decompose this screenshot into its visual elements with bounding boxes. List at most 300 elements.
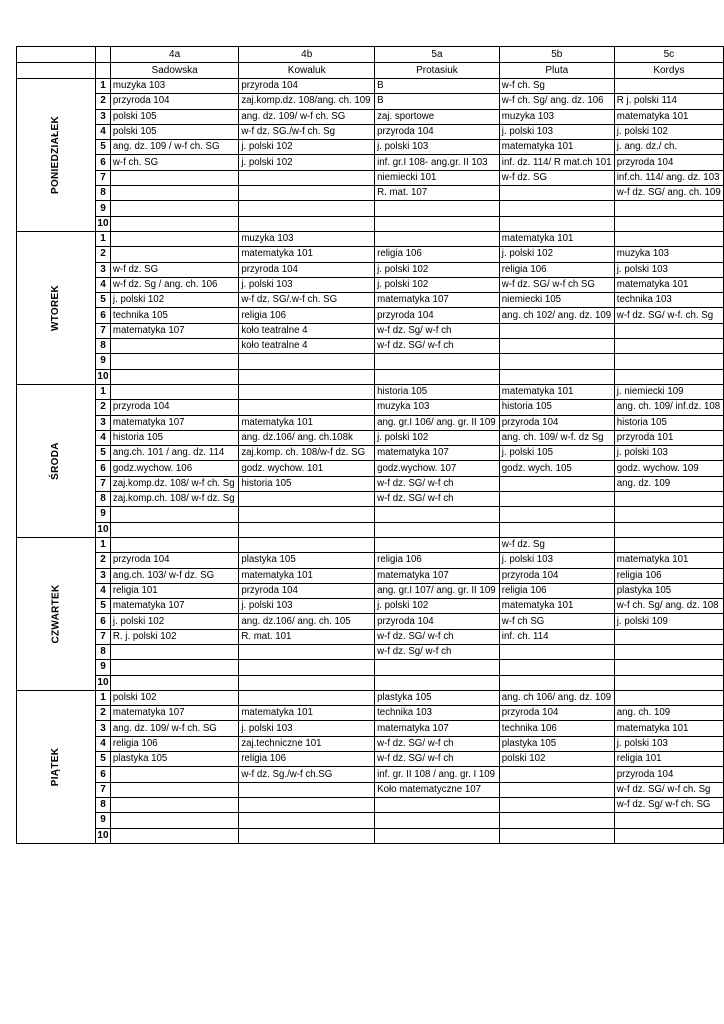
lesson-cell: technika 103 — [375, 706, 500, 721]
lesson-row — [17, 293, 724, 308]
lesson-cell — [499, 186, 614, 201]
lesson-cell — [499, 507, 614, 522]
lesson-cell — [110, 522, 238, 537]
lesson-number: 2 — [96, 247, 111, 262]
lesson-cell: w-f dz. SG./w-f ch. Sg — [239, 124, 375, 139]
lesson-cell: koło teatralne 4 — [239, 323, 375, 338]
lesson-cell — [239, 507, 375, 522]
lesson-cell: w-f dz. SG/ w-f ch. Sg — [614, 782, 723, 797]
lesson-row — [17, 660, 724, 675]
lesson-number: 8 — [96, 492, 111, 507]
lesson-cell: Koło matematyczne 107 — [375, 782, 500, 797]
lesson-number: 2 — [96, 94, 111, 109]
lesson-cell: przyroda 104 — [614, 767, 723, 782]
lesson-cell: j. polski 103 — [375, 140, 500, 155]
corner-cell — [17, 63, 96, 79]
lesson-cell: technika 103 — [614, 293, 723, 308]
lesson-cell — [110, 170, 238, 185]
lesson-cell: j. ang. dz./ ch. — [614, 140, 723, 155]
lesson-cell: przyroda 104 — [239, 262, 375, 277]
lesson-number: 6 — [96, 767, 111, 782]
class-code-row — [17, 47, 724, 63]
lesson-cell: godz. wych. 105 — [499, 461, 614, 476]
lesson-cell: zaj.komp.dz. 108/ang. ch. 109 — [239, 94, 375, 109]
lesson-row — [17, 828, 724, 843]
lesson-cell: religia 106 — [110, 736, 238, 751]
lesson-row — [17, 277, 724, 292]
lesson-cell — [239, 660, 375, 675]
lesson-cell — [239, 216, 375, 231]
lesson-row — [17, 339, 724, 354]
lesson-row — [17, 384, 724, 399]
corner-cell — [96, 63, 111, 79]
lesson-cell — [110, 537, 238, 552]
lesson-cell — [110, 231, 238, 246]
lesson-row — [17, 400, 724, 415]
lesson-cell: w-f dz. SG/.w-f ch. SG — [239, 293, 375, 308]
lesson-row — [17, 170, 724, 185]
lesson-number: 2 — [96, 706, 111, 721]
lesson-cell — [239, 384, 375, 399]
lesson-number: 2 — [96, 553, 111, 568]
lesson-row — [17, 706, 724, 721]
lesson-cell: matematyka 101 — [239, 568, 375, 583]
lesson-cell: godz.wychow. 107 — [375, 461, 500, 476]
lesson-row — [17, 767, 724, 782]
lesson-cell: w-f ch SG — [499, 614, 614, 629]
lesson-cell: godz. wychow. 109 — [614, 461, 723, 476]
lesson-cell: religia 106 — [239, 752, 375, 767]
lesson-cell — [375, 216, 500, 231]
lesson-number: 4 — [96, 736, 111, 751]
lesson-cell: inf.ch. 114/ ang. dz. 103 — [614, 170, 723, 185]
lesson-cell: w-f dz. SG/ w-f. ch. Sg — [614, 308, 723, 323]
lesson-cell — [110, 675, 238, 690]
lesson-cell — [499, 660, 614, 675]
class-code: 4b — [239, 47, 375, 63]
day-name: PONIEDZIAŁEK — [50, 115, 62, 195]
class-teacher: Kordys — [614, 63, 723, 79]
lesson-cell — [110, 507, 238, 522]
lesson-cell — [375, 537, 500, 552]
lesson-cell — [614, 231, 723, 246]
lesson-row — [17, 323, 724, 338]
lesson-number: 7 — [96, 323, 111, 338]
day-name: ŚRODA — [50, 442, 62, 480]
lesson-cell — [239, 354, 375, 369]
lesson-cell: matematyka 107 — [375, 446, 500, 461]
lesson-cell: ang.ch. 101 / ang. dz. 114 — [110, 446, 238, 461]
timetable — [16, 46, 724, 844]
lesson-cell — [375, 522, 500, 537]
lesson-cell — [239, 522, 375, 537]
lesson-row — [17, 690, 724, 705]
lesson-row — [17, 155, 724, 170]
lesson-cell: w-f ch. SG — [110, 155, 238, 170]
lesson-row — [17, 308, 724, 323]
lesson-number: 5 — [96, 752, 111, 767]
lesson-cell: ang. gr.I 106/ ang. gr. II 109 — [375, 415, 500, 430]
lesson-cell: B — [375, 94, 500, 109]
lesson-cell: j. polski 103 — [614, 446, 723, 461]
lesson-cell — [375, 507, 500, 522]
lesson-cell: matematyka 101 — [614, 277, 723, 292]
lesson-number: 8 — [96, 186, 111, 201]
class-code: 4a — [110, 47, 238, 63]
lesson-cell: j. polski 102 — [110, 293, 238, 308]
day-label — [17, 690, 96, 843]
lesson-cell — [110, 384, 238, 399]
lesson-cell: j. polski 109 — [614, 614, 723, 629]
lesson-cell: muzyka 103 — [110, 79, 238, 94]
lesson-row — [17, 415, 724, 430]
lesson-cell: zaj.komp.dz. 108/ w-f ch. Sg — [110, 476, 238, 491]
lesson-cell — [239, 492, 375, 507]
lesson-cell: j. polski 105 — [499, 446, 614, 461]
lesson-cell: przyroda 104 — [375, 308, 500, 323]
lesson-cell: w-f dz. Sg/ w-f ch — [375, 644, 500, 659]
lesson-cell — [375, 828, 500, 843]
lesson-cell — [375, 201, 500, 216]
lesson-number: 2 — [96, 400, 111, 415]
lesson-cell — [499, 323, 614, 338]
lesson-number: 10 — [96, 369, 111, 384]
lesson-row — [17, 231, 724, 246]
lesson-cell: matematyka 101 — [499, 140, 614, 155]
lesson-cell — [614, 828, 723, 843]
lesson-cell: ang. dz. 109 — [614, 476, 723, 491]
lesson-cell: ang. ch 106/ ang. dz. 109 — [499, 690, 614, 705]
lesson-cell — [110, 813, 238, 828]
lesson-row — [17, 446, 724, 461]
lesson-number: 7 — [96, 629, 111, 644]
day-name: PIĄTEK — [50, 747, 62, 787]
lesson-number: 5 — [96, 140, 111, 155]
lesson-cell — [614, 323, 723, 338]
lesson-row — [17, 94, 724, 109]
lesson-cell: przyroda 104 — [110, 94, 238, 109]
lesson-cell: j. polski 102 — [239, 155, 375, 170]
lesson-row — [17, 568, 724, 583]
lesson-cell: w-f ch. Sg/ ang. dz. 106 — [499, 94, 614, 109]
class-code: 5b — [499, 47, 614, 63]
lesson-number: 4 — [96, 277, 111, 292]
lesson-cell — [614, 522, 723, 537]
lesson-cell — [614, 644, 723, 659]
lesson-cell: przyroda 104 — [499, 568, 614, 583]
lesson-cell: historia 105 — [614, 415, 723, 430]
lesson-cell: muzyka 103 — [239, 231, 375, 246]
lesson-cell: plastyka 105 — [375, 690, 500, 705]
lesson-cell: R. mat. 101 — [239, 629, 375, 644]
lesson-cell: polski 105 — [110, 109, 238, 124]
lesson-cell: ang. dz. 109 / w-f ch. SG — [110, 140, 238, 155]
lesson-cell: ang. ch. 109 — [614, 706, 723, 721]
lesson-row — [17, 721, 724, 736]
lesson-cell: j. polski 103 — [239, 277, 375, 292]
lesson-cell: technika 106 — [499, 721, 614, 736]
lesson-row — [17, 354, 724, 369]
lesson-cell: j. polski 102 — [375, 430, 500, 445]
lesson-row — [17, 492, 724, 507]
lesson-cell: w-f dz. SG/ w-f ch — [375, 476, 500, 491]
lesson-cell: j. polski 103 — [499, 553, 614, 568]
lesson-number: 10 — [96, 675, 111, 690]
lesson-cell — [239, 369, 375, 384]
lesson-cell — [239, 782, 375, 797]
lesson-number: 6 — [96, 155, 111, 170]
lesson-cell — [239, 400, 375, 415]
lesson-cell — [499, 813, 614, 828]
lesson-cell: matematyka 101 — [499, 231, 614, 246]
lesson-cell: zaj.komp. ch. 108/w-f dz. SG — [239, 446, 375, 461]
lesson-cell — [110, 186, 238, 201]
lesson-number: 4 — [96, 124, 111, 139]
lesson-cell: przyroda 104 — [239, 79, 375, 94]
lesson-cell — [239, 537, 375, 552]
lesson-cell: historia 105 — [499, 400, 614, 415]
lesson-number: 10 — [96, 828, 111, 843]
lesson-row — [17, 186, 724, 201]
day-name: CZWARTEK — [50, 584, 62, 644]
lesson-cell: matematyka 107 — [110, 599, 238, 614]
lesson-cell: w-f dz. SG — [110, 262, 238, 277]
class-teacher: Protasiuk — [375, 63, 500, 79]
lesson-cell: matematyka 101 — [239, 247, 375, 262]
lesson-cell: j. polski 102 — [375, 262, 500, 277]
lesson-number: 7 — [96, 170, 111, 185]
lesson-cell: matematyka 107 — [110, 706, 238, 721]
lesson-row — [17, 537, 724, 552]
lesson-cell — [239, 690, 375, 705]
lesson-cell: j. polski 102 — [614, 124, 723, 139]
lesson-number: 8 — [96, 339, 111, 354]
lesson-row — [17, 553, 724, 568]
lesson-cell: ang. dz.106/ ang. ch. 105 — [239, 614, 375, 629]
lesson-cell: matematyka 107 — [110, 323, 238, 338]
lesson-number: 5 — [96, 446, 111, 461]
lesson-number: 9 — [96, 660, 111, 675]
lesson-cell: religia 101 — [110, 583, 238, 598]
lesson-cell: w-f dz. SG/ w-f ch — [375, 752, 500, 767]
day-name: WTOREK — [50, 284, 62, 331]
lesson-cell: religia 106 — [375, 553, 500, 568]
lesson-number: 10 — [96, 522, 111, 537]
corner-cell — [17, 47, 96, 63]
lesson-cell: w-f dz. SG/ w-f ch — [375, 736, 500, 751]
lesson-cell — [499, 354, 614, 369]
day-label — [17, 384, 96, 537]
lesson-cell — [239, 675, 375, 690]
lesson-row — [17, 140, 724, 155]
lesson-number: 9 — [96, 813, 111, 828]
lesson-row — [17, 736, 724, 751]
lesson-cell: ang. ch 102/ ang. dz. 109 — [499, 308, 614, 323]
lesson-cell — [614, 690, 723, 705]
lesson-row — [17, 79, 724, 94]
lesson-cell: religia 106 — [614, 568, 723, 583]
lesson-row — [17, 109, 724, 124]
lesson-cell: matematyka 107 — [110, 415, 238, 430]
lesson-cell: matematyka 101 — [239, 706, 375, 721]
lesson-number: 1 — [96, 79, 111, 94]
lesson-cell: przyroda 104 — [110, 553, 238, 568]
lesson-row — [17, 201, 724, 216]
lesson-cell — [375, 354, 500, 369]
lesson-cell — [614, 216, 723, 231]
lesson-cell: w-f dz. Sg — [499, 537, 614, 552]
lesson-cell: inf. gr.I 108- ang.gr. II 103 — [375, 155, 500, 170]
lesson-cell: zaj.techniczne 101 — [239, 736, 375, 751]
class-code: 5a — [375, 47, 500, 63]
lesson-row — [17, 813, 724, 828]
lesson-cell: matematyka 101 — [614, 109, 723, 124]
lesson-row — [17, 216, 724, 231]
lesson-row — [17, 369, 724, 384]
lesson-number: 3 — [96, 568, 111, 583]
lesson-cell — [375, 797, 500, 812]
lesson-cell — [614, 537, 723, 552]
lesson-cell — [110, 660, 238, 675]
lesson-cell — [499, 828, 614, 843]
lesson-cell: B — [375, 79, 500, 94]
lesson-cell: inf. ch. 114 — [499, 629, 614, 644]
lesson-cell: ang.ch. 103/ w-f dz. SG — [110, 568, 238, 583]
lesson-number: 7 — [96, 476, 111, 491]
lesson-cell: matematyka 101 — [499, 599, 614, 614]
lesson-row — [17, 522, 724, 537]
lesson-cell — [614, 492, 723, 507]
lesson-row — [17, 247, 724, 262]
lesson-row — [17, 614, 724, 629]
lesson-number: 3 — [96, 721, 111, 736]
lesson-number: 4 — [96, 583, 111, 598]
lesson-cell: R. mat. 107 — [375, 186, 500, 201]
lesson-cell — [375, 675, 500, 690]
lesson-cell — [499, 476, 614, 491]
lesson-cell — [110, 782, 238, 797]
lesson-cell — [614, 813, 723, 828]
lesson-cell: ang. ch. 109/ w-f. dz Sg — [499, 430, 614, 445]
lesson-cell: plastyka 105 — [110, 752, 238, 767]
lesson-row — [17, 430, 724, 445]
lesson-row — [17, 782, 724, 797]
lesson-cell: muzyka 103 — [614, 247, 723, 262]
lesson-cell: matematyka 101 — [499, 384, 614, 399]
lesson-cell: w-f dz. Sg./w-f ch.SG — [239, 767, 375, 782]
lesson-cell: religia 106 — [499, 262, 614, 277]
lesson-cell — [239, 644, 375, 659]
lesson-cell — [110, 216, 238, 231]
lesson-number: 5 — [96, 293, 111, 308]
lesson-cell: historia 105 — [375, 384, 500, 399]
lesson-cell — [110, 354, 238, 369]
lesson-cell: w-f dz. SG/ w-f ch SG — [499, 277, 614, 292]
lesson-row — [17, 124, 724, 139]
lesson-cell — [499, 522, 614, 537]
lesson-cell: religia 101 — [614, 752, 723, 767]
lesson-row — [17, 262, 724, 277]
lesson-number: 4 — [96, 430, 111, 445]
lesson-cell: j. polski 103 — [499, 124, 614, 139]
lesson-cell: w-f ch. Sg — [499, 79, 614, 94]
lesson-cell: godz. wychow. 101 — [239, 461, 375, 476]
lesson-cell — [499, 644, 614, 659]
lesson-row — [17, 675, 724, 690]
lesson-cell: matematyka 101 — [239, 415, 375, 430]
timetable-sheet — [16, 46, 724, 844]
lesson-cell: religia 106 — [499, 583, 614, 598]
lesson-cell: przyroda 104 — [499, 415, 614, 430]
lesson-row — [17, 797, 724, 812]
lesson-cell: matematyka 107 — [375, 721, 500, 736]
lesson-cell: ang. ch. 109/ inf.dz. 108 — [614, 400, 723, 415]
lesson-cell: j. polski 102 — [375, 277, 500, 292]
lesson-cell: w-f dz. Sg/ w-f ch. SG — [614, 797, 723, 812]
lesson-cell: inf. dz. 114/ R mat.ch 101 — [499, 155, 614, 170]
lesson-number: 1 — [96, 537, 111, 552]
lesson-cell: przyroda 104 — [239, 583, 375, 598]
lesson-cell: niemiecki 105 — [499, 293, 614, 308]
lesson-number: 3 — [96, 415, 111, 430]
lesson-number: 1 — [96, 384, 111, 399]
lesson-number: 9 — [96, 507, 111, 522]
lesson-cell — [499, 339, 614, 354]
lesson-cell — [499, 797, 614, 812]
lesson-cell: przyroda 101 — [614, 430, 723, 445]
class-code: 5c — [614, 47, 723, 63]
lesson-cell: polski 102 — [110, 690, 238, 705]
lesson-cell: w-f dz. Sg / ang. ch. 106 — [110, 277, 238, 292]
day-label — [17, 79, 96, 232]
lesson-row — [17, 507, 724, 522]
lesson-cell: przyroda 104 — [375, 124, 500, 139]
lesson-cell: j. polski 102 — [239, 140, 375, 155]
lesson-row — [17, 583, 724, 598]
lesson-cell: j. polski 103 — [239, 599, 375, 614]
lesson-number: 9 — [96, 201, 111, 216]
lesson-number: 9 — [96, 354, 111, 369]
lesson-cell: muzyka 103 — [499, 109, 614, 124]
lesson-cell: przyroda 104 — [614, 155, 723, 170]
lesson-cell — [614, 660, 723, 675]
lesson-cell: plastyka 105 — [499, 736, 614, 751]
lesson-cell — [110, 644, 238, 659]
lesson-cell — [499, 782, 614, 797]
lesson-cell — [499, 201, 614, 216]
lesson-cell: religia 106 — [239, 308, 375, 323]
lesson-cell: w-f dz. SG/ w-f ch — [375, 629, 500, 644]
lesson-cell: R. j. polski 102 — [110, 629, 238, 644]
lesson-cell — [110, 767, 238, 782]
lesson-cell: matematyka 101 — [614, 721, 723, 736]
lesson-cell — [499, 216, 614, 231]
lesson-cell — [110, 828, 238, 843]
lesson-cell: j. polski 103 — [614, 262, 723, 277]
lesson-cell: inf. gr. II 108 / ang. gr. I 109 — [375, 767, 500, 782]
lesson-cell — [499, 675, 614, 690]
lesson-cell — [614, 675, 723, 690]
teacher-row — [17, 63, 724, 79]
lesson-cell — [239, 813, 375, 828]
lesson-cell: religia 106 — [375, 247, 500, 262]
lesson-number: 7 — [96, 782, 111, 797]
lesson-cell: ang. dz. 109/ w-f ch. SG — [110, 721, 238, 736]
lesson-cell: polski 105 — [110, 124, 238, 139]
lesson-cell — [110, 797, 238, 812]
lesson-cell: godz.wychow. 106 — [110, 461, 238, 476]
lesson-cell: przyroda 104 — [499, 706, 614, 721]
